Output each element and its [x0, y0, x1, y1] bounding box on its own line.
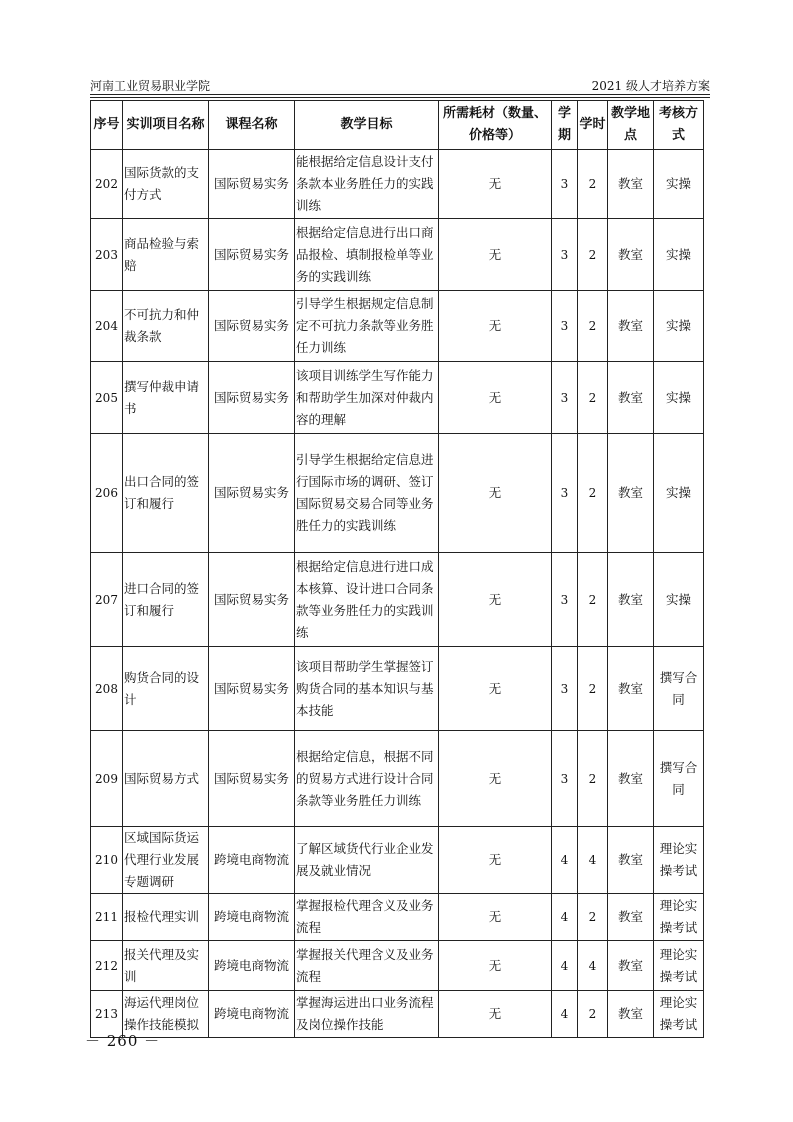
table-row — [91, 647, 704, 731]
cell-term: 3 — [552, 553, 578, 647]
cell-hours: 2 — [578, 991, 608, 1038]
cell-place: 教室 — [608, 941, 654, 991]
cell-project: 购货合同的设计 — [123, 647, 209, 731]
cell-assess: 实操 — [654, 553, 704, 647]
cell-term: 3 — [552, 731, 578, 827]
page-number: － 260 － — [85, 1032, 161, 1050]
cell-course: 国际贸易实务 — [209, 553, 295, 647]
cell-goal: 根据给定信息进行进口成本核算、设计进口合同条款等业务胜任力的实践训练 — [295, 553, 439, 647]
cell-material: 无 — [439, 291, 552, 362]
cell-course: 国际贸易实务 — [209, 731, 295, 827]
cell-project: 报检代理实训 — [123, 894, 209, 941]
cell-material: 无 — [439, 731, 552, 827]
table-header-row — [91, 101, 704, 150]
cell-no: 212 — [91, 941, 123, 991]
table-row — [91, 941, 704, 991]
table-row — [91, 150, 704, 219]
table-row — [91, 991, 704, 1038]
cell-material: 无 — [439, 150, 552, 219]
cell-material: 无 — [439, 434, 552, 553]
cell-hours: 2 — [578, 647, 608, 731]
cell-term: 4 — [552, 827, 578, 894]
col-header: 实训项目名称 — [123, 101, 209, 150]
table-row — [91, 219, 704, 291]
cell-project: 海运代理岗位操作技能模拟 — [123, 991, 209, 1038]
cell-material: 无 — [439, 894, 552, 941]
cell-goal: 了解区域货代行业企业发展及就业情况 — [295, 827, 439, 894]
cell-hours: 2 — [578, 291, 608, 362]
cell-place: 教室 — [608, 219, 654, 291]
cell-term: 3 — [552, 362, 578, 434]
cell-place: 教室 — [608, 291, 654, 362]
cell-goal: 掌握报关代理含义及业务流程 — [295, 941, 439, 991]
col-header: 所需耗材（数量、价格等） — [439, 101, 552, 150]
cell-term: 3 — [552, 150, 578, 219]
cell-hours: 2 — [578, 434, 608, 553]
cell-assess: 理论实操考试 — [654, 991, 704, 1038]
cell-assess: 理论实操考试 — [654, 827, 704, 894]
cell-place: 教室 — [608, 553, 654, 647]
cell-course: 跨境电商物流 — [209, 827, 295, 894]
cell-project: 区域国际货运代理行业发展专题调研 — [123, 827, 209, 894]
cell-assess: 实操 — [654, 362, 704, 434]
col-header: 考核方式 — [654, 101, 704, 150]
cell-no: 213 — [91, 991, 123, 1038]
cell-assess: 实操 — [654, 434, 704, 553]
table-row — [91, 827, 704, 894]
cell-project: 报关代理及实训 — [123, 941, 209, 991]
cell-no: 203 — [91, 219, 123, 291]
cell-hours: 2 — [578, 219, 608, 291]
cell-place: 教室 — [608, 731, 654, 827]
cell-term: 4 — [552, 941, 578, 991]
cell-course: 跨境电商物流 — [209, 941, 295, 991]
col-header: 教学目标 — [295, 101, 439, 150]
cell-assess: 实操 — [654, 150, 704, 219]
table-row — [91, 894, 704, 941]
cell-hours: 2 — [578, 894, 608, 941]
cell-goal: 能根据给定信息设计支付条款本业务胜任力的实践训练 — [295, 150, 439, 219]
cell-course: 跨境电商物流 — [209, 991, 295, 1038]
cell-goal: 根据给定信息进行出口商品报检、填制报检单等业务的实践训练 — [295, 219, 439, 291]
institution-name: 河南工业贸易职业学院 — [90, 79, 211, 93]
cell-course: 国际贸易实务 — [209, 434, 295, 553]
cell-place: 教室 — [608, 434, 654, 553]
header-rule-thin — [90, 97, 710, 98]
cell-material: 无 — [439, 553, 552, 647]
cell-assess: 实操 — [654, 219, 704, 291]
cell-place: 教室 — [608, 894, 654, 941]
cell-term: 3 — [552, 219, 578, 291]
cell-project: 撰写仲裁申请书 — [123, 362, 209, 434]
cell-hours: 4 — [578, 941, 608, 991]
table-row — [91, 553, 704, 647]
cell-course: 跨境电商物流 — [209, 894, 295, 941]
cell-material: 无 — [439, 647, 552, 731]
cell-term: 3 — [552, 291, 578, 362]
cell-assess: 实操 — [654, 291, 704, 362]
cell-goal: 该项目训练学生写作能力和帮助学生加深对仲裁内容的理解 — [295, 362, 439, 434]
cell-material: 无 — [439, 219, 552, 291]
cell-course: 国际贸易实务 — [209, 362, 295, 434]
cell-project: 商品检验与索赔 — [123, 219, 209, 291]
page-header — [90, 78, 710, 98]
cell-project: 出口合同的签订和履行 — [123, 434, 209, 553]
col-header: 课程名称 — [209, 101, 295, 150]
cell-goal: 掌握海运进出口业务流程及岗位操作技能 — [295, 991, 439, 1038]
cell-no: 206 — [91, 434, 123, 553]
cell-term: 4 — [552, 894, 578, 941]
training-table — [90, 100, 704, 1038]
table-row — [91, 731, 704, 827]
table-row — [91, 291, 704, 362]
cell-course: 国际贸易实务 — [209, 647, 295, 731]
cell-assess: 撰写合同 — [654, 731, 704, 827]
cell-assess: 撰写合同 — [654, 647, 704, 731]
cell-material: 无 — [439, 941, 552, 991]
cell-course: 国际贸易实务 — [209, 150, 295, 219]
cell-no: 211 — [91, 894, 123, 941]
cell-no: 202 — [91, 150, 123, 219]
cell-place: 教室 — [608, 362, 654, 434]
cell-project: 国际贸易方式 — [123, 731, 209, 827]
cell-course: 国际贸易实务 — [209, 219, 295, 291]
plan-title: 2021 级人才培养方案 — [591, 79, 710, 93]
cell-material: 无 — [439, 991, 552, 1038]
table-row — [91, 362, 704, 434]
cell-goal: 引导学生根据规定信息制定不可抗力条款等业务胜任力训练 — [295, 291, 439, 362]
cell-hours: 2 — [578, 553, 608, 647]
cell-goal: 掌握报检代理含义及业务流程 — [295, 894, 439, 941]
cell-place: 教室 — [608, 150, 654, 219]
cell-hours: 2 — [578, 150, 608, 219]
cell-place: 教室 — [608, 827, 654, 894]
cell-goal: 引导学生根据给定信息进行国际市场的调研、签订国际贸易交易合同等业务胜任力的实践训练 — [295, 434, 439, 553]
cell-material: 无 — [439, 362, 552, 434]
cell-material: 无 — [439, 827, 552, 894]
col-header: 教学地点 — [608, 101, 654, 150]
cell-term: 3 — [552, 647, 578, 731]
table-row — [91, 434, 704, 553]
cell-hours: 2 — [578, 362, 608, 434]
cell-no: 207 — [91, 553, 123, 647]
cell-project: 国际货款的支付方式 — [123, 150, 209, 219]
cell-no: 205 — [91, 362, 123, 434]
cell-no: 204 — [91, 291, 123, 362]
col-header: 学期 — [552, 101, 578, 150]
cell-goal: 该项目帮助学生掌握签订购货合同的基本知识与基本技能 — [295, 647, 439, 731]
cell-term: 4 — [552, 991, 578, 1038]
header-rule — [90, 94, 710, 95]
cell-project: 不可抗力和仲裁条款 — [123, 291, 209, 362]
cell-no: 209 — [91, 731, 123, 827]
cell-assess: 理论实操考试 — [654, 941, 704, 991]
cell-goal: 根据给定信息，根据不同的贸易方式进行设计合同条款等业务胜任力训练 — [295, 731, 439, 827]
cell-place: 教室 — [608, 647, 654, 731]
cell-hours: 4 — [578, 827, 608, 894]
cell-course: 国际贸易实务 — [209, 291, 295, 362]
cell-term: 3 — [552, 434, 578, 553]
col-header: 序号 — [91, 101, 123, 150]
cell-assess: 理论实操考试 — [654, 894, 704, 941]
cell-project: 进口合同的签订和履行 — [123, 553, 209, 647]
cell-hours: 2 — [578, 731, 608, 827]
cell-no: 208 — [91, 647, 123, 731]
col-header: 学时 — [578, 101, 608, 150]
cell-place: 教室 — [608, 991, 654, 1038]
cell-no: 210 — [91, 827, 123, 894]
